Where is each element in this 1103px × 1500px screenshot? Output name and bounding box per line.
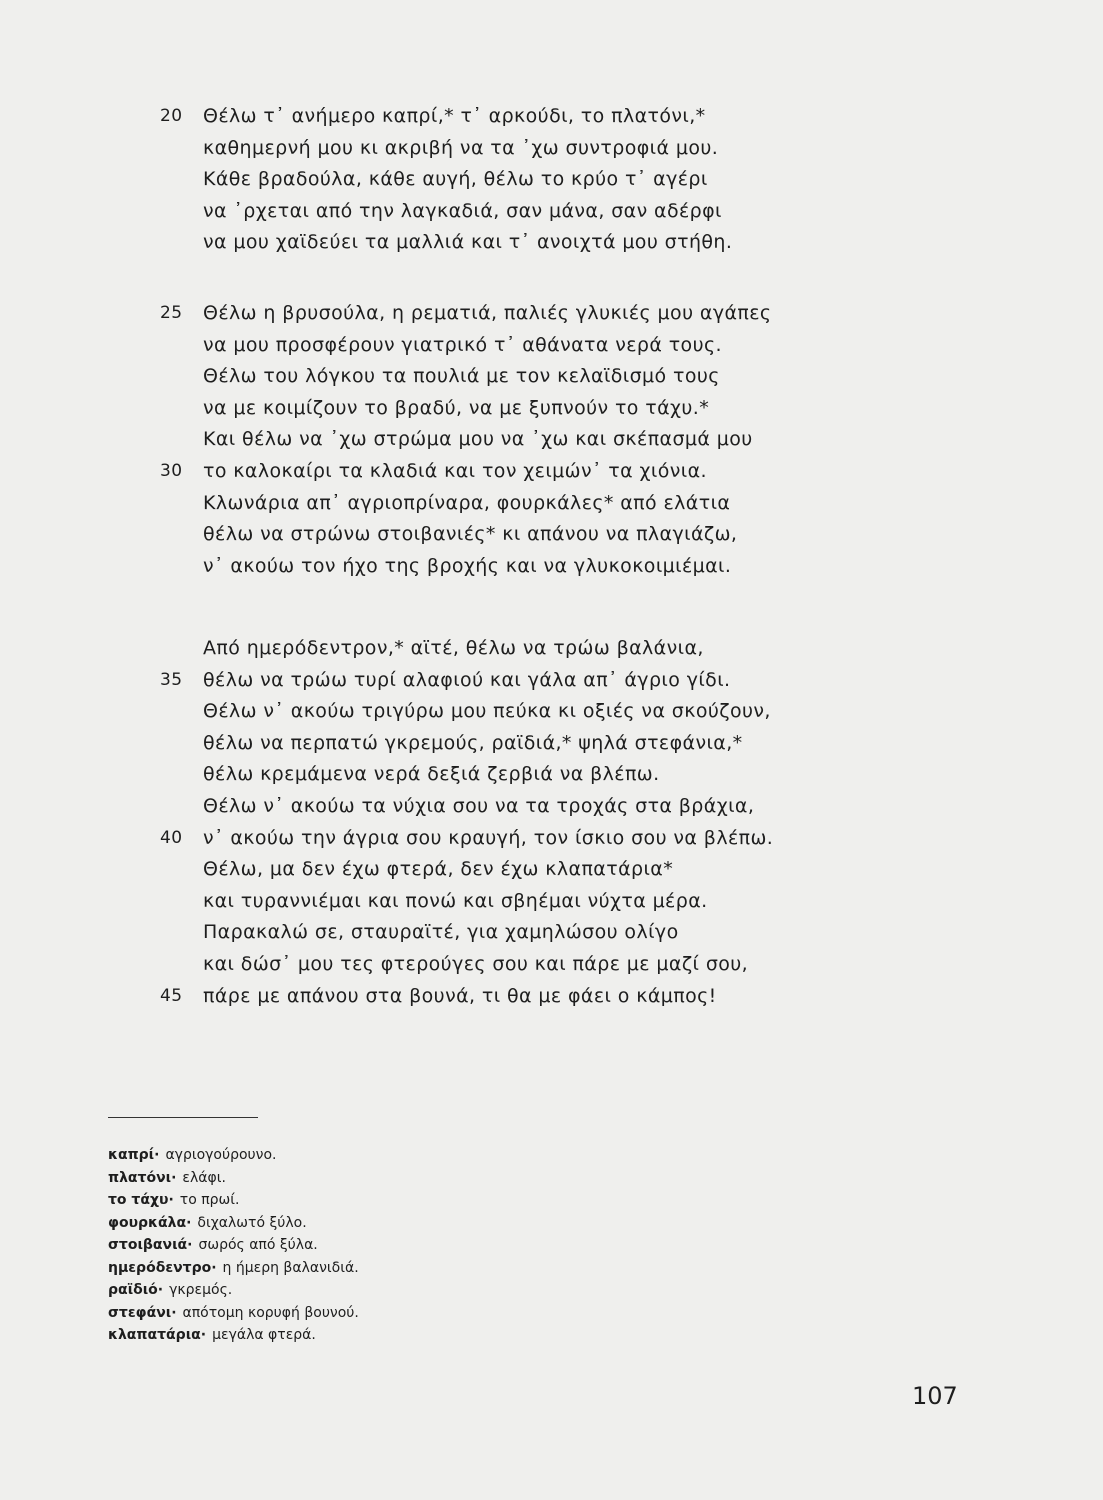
line-text: Κλωνάρια απ᾽ αγριοπρίναρα, φουρκάλες* από ελάτια	[203, 491, 731, 514]
line-text: Θέλω ν᾽ ακούω τα νύχια σου να τα τροχάς στα βράχια,	[203, 794, 755, 817]
line-text: καθημερνή μου κι ακριβή να τα ᾽χω συντροφιά μου.	[203, 136, 719, 159]
poem-line	[160, 393, 880, 425]
poem-line	[160, 424, 880, 456]
poem-line	[160, 823, 880, 855]
line-text: θέλω να περπατώ γκρεμούς, ραϊδιά,* ψηλά στεφάνια,*	[203, 731, 743, 754]
footnote-divider	[108, 1117, 258, 1118]
poem-line	[160, 330, 880, 362]
stanza-1	[160, 101, 880, 259]
poem-line	[160, 759, 880, 791]
line-text: να μου χαϊδεύει τα μαλλιά και τ᾽ ανοιχτά μου στήθη.	[203, 231, 733, 254]
glossary-term: φουρκάλα·	[108, 1214, 192, 1231]
glossary-item	[108, 1257, 708, 1280]
line-number: 40	[160, 827, 183, 848]
glossary-definition: σωρός από ξύλα.	[198, 1237, 318, 1253]
glossary-item	[108, 1189, 708, 1212]
line-text: θέλω να στρώνω στοιβανιές* κι απάνου να πλαγιάζω,	[203, 523, 738, 546]
poem-line	[160, 696, 880, 728]
line-text: πάρε με απάνου στα βουνά, τι θα με φάει ο κάμπος!	[203, 984, 717, 1007]
glossary-item	[108, 1279, 708, 1302]
line-text: Από ημερόδεντρον,* αϊτέ, θέλω να τρώω βαλάνια,	[203, 637, 704, 659]
line-text: Και θέλω να ᾽χω στρώμα μου να ᾽χω και σκέπασμά μου	[203, 428, 753, 451]
poem-line	[160, 133, 880, 165]
glossary-definition: μεγάλα φτερά.	[212, 1327, 316, 1343]
glossary-definition: η ήμερη βαλανιδιά.	[222, 1259, 359, 1276]
line-text: Θέλω τ᾽ ανήμερο καπρί,* τ᾽ αρκούδι, το πλατόνι,*	[203, 105, 706, 127]
line-text: ν᾽ ακούω τον ήχο της βροχής και να γλυκοκοιμιέμαι.	[203, 554, 732, 577]
poem-line	[160, 949, 880, 981]
poem-line	[160, 227, 880, 259]
line-number: 30	[160, 460, 183, 481]
glossary-term: καπρί·	[108, 1147, 160, 1163]
poem-line	[160, 1012, 880, 1044]
poem-line	[160, 164, 880, 196]
glossary-item	[108, 1234, 708, 1257]
glossary-item	[108, 1302, 708, 1325]
line-text: θέλω να τρώω τυρί αλαφιού και γάλα απ᾽ άγριο γίδι.	[203, 668, 731, 691]
glossary-term: στοιβανιά·	[108, 1237, 193, 1253]
poem-line	[160, 633, 880, 665]
line-number: 20	[160, 106, 183, 126]
glossary-term: ημερόδεντρο·	[108, 1259, 217, 1276]
line-text: ν᾽ ακούω την άγρια σου κραυγή, τον ίσκιο σου να βλέπω.	[203, 826, 774, 849]
stanza-2	[160, 298, 880, 582]
line-text: και δώσ᾽ μου τες φτερούγες σου και πάρε με μαζί σου,	[203, 952, 749, 975]
line-text: Θέλω ν᾽ ακούω τριγύρω μου πεύκα κι οξιές να σκούζουν,	[203, 700, 771, 723]
glossary-item	[108, 1167, 708, 1190]
poem-line	[160, 728, 880, 760]
glossary-term: στεφάνι·	[108, 1304, 177, 1321]
glossary	[108, 1144, 708, 1347]
line-text: να ᾽ρχεται από την λαγκαδιά, σαν μάνα, σαν αδέρφι	[203, 199, 722, 222]
glossary-term: ραϊδιό·	[108, 1282, 164, 1298]
poem-line	[160, 196, 880, 228]
glossary-definition: απότομη κορυφή βουνού.	[182, 1304, 359, 1321]
poem-line	[160, 519, 880, 551]
glossary-item	[108, 1144, 708, 1167]
poem-line	[160, 917, 880, 949]
glossary-item	[108, 1324, 708, 1347]
poem-line	[160, 101, 880, 133]
line-number: 25	[160, 303, 183, 323]
line-text: Παρακαλώ σε, σταυραϊτέ, για χαμηλώσου ολίγο	[203, 921, 679, 944]
line-text: να με κοιμίζουν το βραδύ, να με ξυπνούν το τάχυ.*	[203, 396, 710, 419]
line-text: Θέλω η βρυσούλα, η ρεματιά, παλιές γλυκιές μου αγάπες	[203, 302, 772, 324]
glossary-definition: αγριογούρουνο.	[165, 1147, 277, 1163]
line-text: θέλω κρεμάμενα νερά δεξιά ζερβιά να βλέπω.	[203, 763, 660, 786]
line-text: το καλοκαίρι τα κλαδιά και τον χειμών᾽ τα χιόνια.	[203, 459, 707, 482]
line-text: να μου προσφέρουν γιατρικό τ᾽ αθάνατα νερά τους.	[203, 333, 722, 356]
glossary-item	[108, 1212, 708, 1235]
line-text: Κάθε βραδούλα, κάθε αυγή, θέλω το κρύο τ᾽ αγέρι	[203, 168, 708, 191]
glossary-term: πλατόνι·	[108, 1169, 177, 1186]
poem-line	[160, 488, 880, 520]
poem-line	[160, 298, 880, 330]
poem-line	[160, 361, 880, 393]
poem-line	[160, 886, 880, 918]
glossary-definition: το πρωί.	[179, 1192, 240, 1208]
poem-line	[160, 854, 880, 886]
glossary-definition: γκρεμός.	[169, 1282, 233, 1298]
stanza-3	[160, 633, 880, 1044]
poem-line	[160, 791, 880, 823]
glossary-term: κλαπατάρια·	[108, 1327, 207, 1343]
poem-line	[160, 981, 880, 1013]
poem-line	[160, 456, 880, 488]
line-text: Θέλω του λόγκου τα πουλιά με τον κελαϊδισμό τους	[203, 365, 720, 388]
line-number: 45	[160, 985, 183, 1006]
line-text: και τυραννιέμαι και πονώ και σβηέμαι νύχτα μέρα.	[203, 889, 708, 912]
line-text: Θέλω, μα δεν έχω φτερά, δεν έχω κλαπατάρια*	[203, 858, 674, 881]
poem-line	[160, 665, 880, 697]
glossary-term: το τάχυ·	[108, 1192, 174, 1208]
page-number: 107	[912, 1382, 958, 1410]
glossary-definition: διχαλωτό ξύλο.	[197, 1214, 307, 1231]
poem-line	[160, 551, 880, 583]
glossary-definition: ελάφι.	[182, 1169, 226, 1186]
line-number: 35	[160, 669, 183, 690]
